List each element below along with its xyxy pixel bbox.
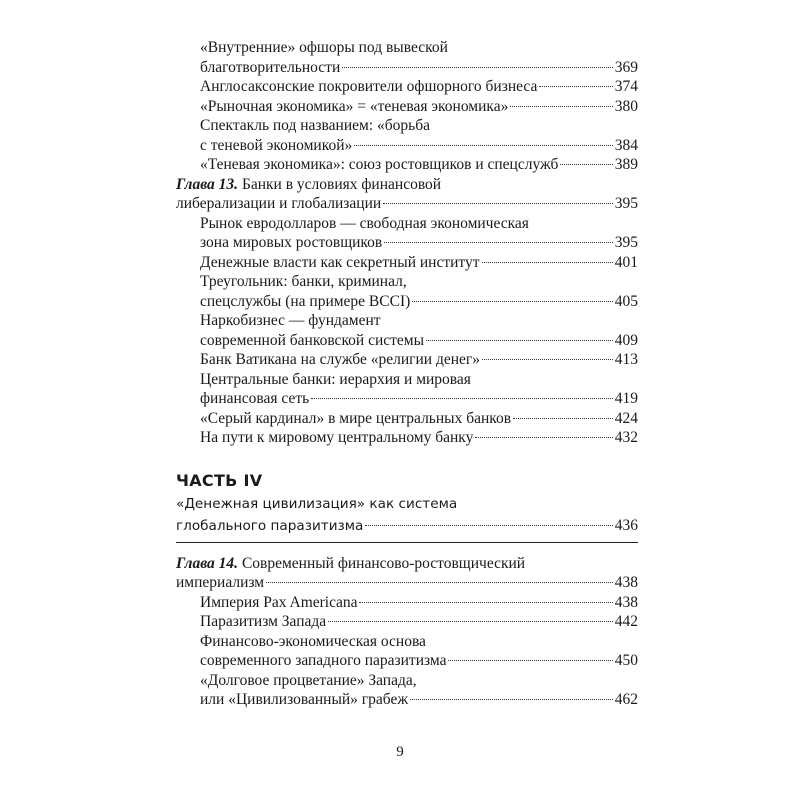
toc-entry-last-line xyxy=(200,155,638,175)
part-page-number: 436 xyxy=(614,516,638,534)
toc-entry-last-line xyxy=(200,77,638,97)
toc-entry[interactable] xyxy=(176,350,638,370)
toc-entry-title: с теневой экономикой» xyxy=(200,136,353,154)
toc-page-number: 384 xyxy=(614,136,638,154)
toc-entry-last-line xyxy=(200,389,638,409)
toc-page-number: 374 xyxy=(614,78,638,95)
dot-leader xyxy=(354,145,612,146)
toc-page-number: 395 xyxy=(614,234,638,251)
dot-leader xyxy=(448,660,612,661)
toc-entry-title: Современный финансово-ростовщический xyxy=(241,554,526,572)
toc-entry-last-line xyxy=(200,651,638,671)
toc-entry[interactable] xyxy=(176,593,638,613)
toc-page-number: 442 xyxy=(614,613,638,630)
dot-leader xyxy=(342,67,613,68)
toc-entry-title: финансовая сеть xyxy=(200,390,310,407)
toc-chapter-entry[interactable] xyxy=(176,175,638,214)
dot-leader xyxy=(482,359,613,360)
toc-entry-line xyxy=(200,38,638,58)
toc-entry-line xyxy=(200,311,638,331)
dot-leader xyxy=(311,398,613,399)
dot-leader xyxy=(359,602,612,603)
toc-page-number: 432 xyxy=(614,429,638,446)
toc-entry-line xyxy=(176,554,638,574)
dot-leader xyxy=(560,164,612,165)
toc-entry[interactable] xyxy=(176,311,638,350)
toc-entry-last-line xyxy=(200,593,638,613)
page-number: 9 xyxy=(396,744,404,760)
chapter-label: Глава 13. xyxy=(176,175,239,193)
toc-entry-title: Центральные банки: иерархия и мировая xyxy=(200,370,471,388)
toc-entry-title: спецслужбы (на примере BCCI) xyxy=(200,292,411,310)
toc-entry-title: Денежные власти как секретный институт xyxy=(200,253,480,271)
dot-leader xyxy=(383,203,613,204)
toc-entry[interactable] xyxy=(176,409,638,429)
toc-entry-last-line xyxy=(176,573,638,593)
toc-entry[interactable] xyxy=(176,671,638,710)
toc-entry-title: Треугольник: банки, криминал, xyxy=(200,273,407,290)
toc-entry-last-line xyxy=(200,253,638,273)
toc-section-chapter-13 xyxy=(176,38,638,448)
spacer xyxy=(176,448,638,470)
toc-entry-line xyxy=(200,671,638,691)
toc-entry[interactable] xyxy=(176,612,638,632)
toc-page-number: 395 xyxy=(614,195,638,212)
toc-entry-last-line xyxy=(200,136,638,156)
dot-leader xyxy=(482,262,613,263)
dot-leader xyxy=(266,582,613,583)
toc-entry-line xyxy=(200,272,638,292)
toc-entry[interactable] xyxy=(176,77,638,97)
toc-section-chapter-14 xyxy=(176,554,638,710)
toc-entry-title: Банк Ватикана на службе «религии денег» xyxy=(200,351,481,368)
toc-page-number: 424 xyxy=(614,409,638,427)
toc-entry-title: Наркобизнес — фундамент xyxy=(200,312,381,329)
dot-leader xyxy=(365,525,612,526)
toc-entry[interactable] xyxy=(176,38,638,77)
toc-page-number: 450 xyxy=(614,652,638,669)
toc-entry[interactable] xyxy=(176,272,638,311)
toc-entry-last-line xyxy=(200,428,638,448)
toc-entry[interactable] xyxy=(176,253,638,273)
toc-page-number: 438 xyxy=(614,593,638,611)
toc-entry[interactable] xyxy=(176,428,638,448)
toc-entry-last-line xyxy=(176,194,638,214)
toc-entry-title: Рынок евродолларов — свободная экономическая xyxy=(200,214,529,232)
toc-chapter-entry[interactable] xyxy=(176,554,638,593)
toc-entry-title: либерализации и глобализации xyxy=(176,195,382,212)
part-heading-last-line xyxy=(176,515,638,537)
part-heading-line-2: глобального паразитизма xyxy=(176,517,364,534)
toc-entry-title: Паразитизм Запада xyxy=(200,613,327,630)
toc-entry-title: «Рыночная экономика» = «теневая экономика» xyxy=(200,97,509,115)
toc-entry[interactable] xyxy=(176,116,638,155)
toc-entry-title: Финансово-экономическая основа xyxy=(200,632,426,650)
toc-entry[interactable] xyxy=(176,97,638,117)
toc-entry-title: зона мировых ростовщиков xyxy=(200,234,383,251)
toc-entry-last-line xyxy=(200,233,638,253)
dot-leader xyxy=(510,106,612,107)
toc-entry-title: «Теневая экономика»: союз ростовщиков и спецслужб xyxy=(200,156,559,173)
dot-leader xyxy=(412,301,612,302)
toc-entry-title: Спектакль под названием: «борьба xyxy=(200,117,430,134)
toc-entry-line xyxy=(200,116,638,136)
part-heading-entry[interactable] xyxy=(176,494,638,543)
toc-page-number: 405 xyxy=(614,292,638,310)
toc-entry-title: благотворительности xyxy=(200,58,341,76)
toc-page-number: 401 xyxy=(614,253,638,271)
toc-entry-title: Англосаксонские покровители офшорного бизнеса xyxy=(200,78,538,95)
toc-entry[interactable] xyxy=(176,155,638,175)
toc-entry-last-line xyxy=(200,690,638,710)
toc-entry-line xyxy=(176,175,638,195)
toc-entry-title: На пути к мировому центральному банку xyxy=(200,429,474,446)
toc-entry-title: Империя Pax Americana xyxy=(200,593,358,611)
toc-page-number: 419 xyxy=(614,390,638,407)
dot-leader xyxy=(410,699,613,700)
dot-leader xyxy=(426,340,613,341)
toc-entry-last-line xyxy=(200,331,638,351)
toc-entry[interactable] xyxy=(176,632,638,671)
toc-entry-last-line xyxy=(200,612,638,632)
toc-entry-last-line xyxy=(200,97,638,117)
toc-entry-title: Банки в условиях финансовой xyxy=(241,175,442,193)
dot-leader xyxy=(513,418,613,419)
toc-entry-title: современной банковской системы xyxy=(200,331,425,349)
toc-entry-last-line xyxy=(200,292,638,312)
toc-page-number: 438 xyxy=(614,574,638,591)
toc-page-number: 413 xyxy=(614,351,638,368)
chapter-label: Глава 14. xyxy=(176,554,239,572)
toc-page-number: 409 xyxy=(614,331,638,349)
toc-entry-line xyxy=(200,632,638,652)
toc-entry-title: современного западного паразитизма xyxy=(200,652,447,669)
toc-page-number: 380 xyxy=(614,97,638,115)
toc-entry[interactable] xyxy=(176,370,638,409)
toc-entry-title: империализм xyxy=(176,574,265,591)
toc-entry-line xyxy=(200,214,638,234)
toc-entry-last-line xyxy=(200,350,638,370)
toc-entry-last-line xyxy=(200,58,638,78)
toc-page-number: 369 xyxy=(614,58,638,76)
dot-leader xyxy=(475,437,612,438)
toc-entry[interactable] xyxy=(176,214,638,253)
dot-leader xyxy=(328,621,613,622)
toc-entry-last-line xyxy=(200,409,638,429)
part-heading-line-1: «Денежная цивилизация» как система xyxy=(176,495,458,512)
toc-page-number: 462 xyxy=(614,691,638,708)
dot-leader xyxy=(539,86,612,87)
toc-entry-title: «Серый кардинал» в мире центральных банков xyxy=(200,409,512,427)
table-of-contents xyxy=(176,38,638,710)
toc-page-number: 389 xyxy=(614,156,638,173)
toc-entry-line xyxy=(200,370,638,390)
toc-entry-title: или «Цивилизованный» грабеж xyxy=(200,691,409,708)
toc-entry-title: «Внутренние» офшоры под вывеской xyxy=(200,39,448,56)
part-title: ЧАСТЬ IV xyxy=(176,470,263,490)
dot-leader xyxy=(384,242,613,243)
toc-entry-title: «Долговое процветание» Запада, xyxy=(200,671,417,689)
